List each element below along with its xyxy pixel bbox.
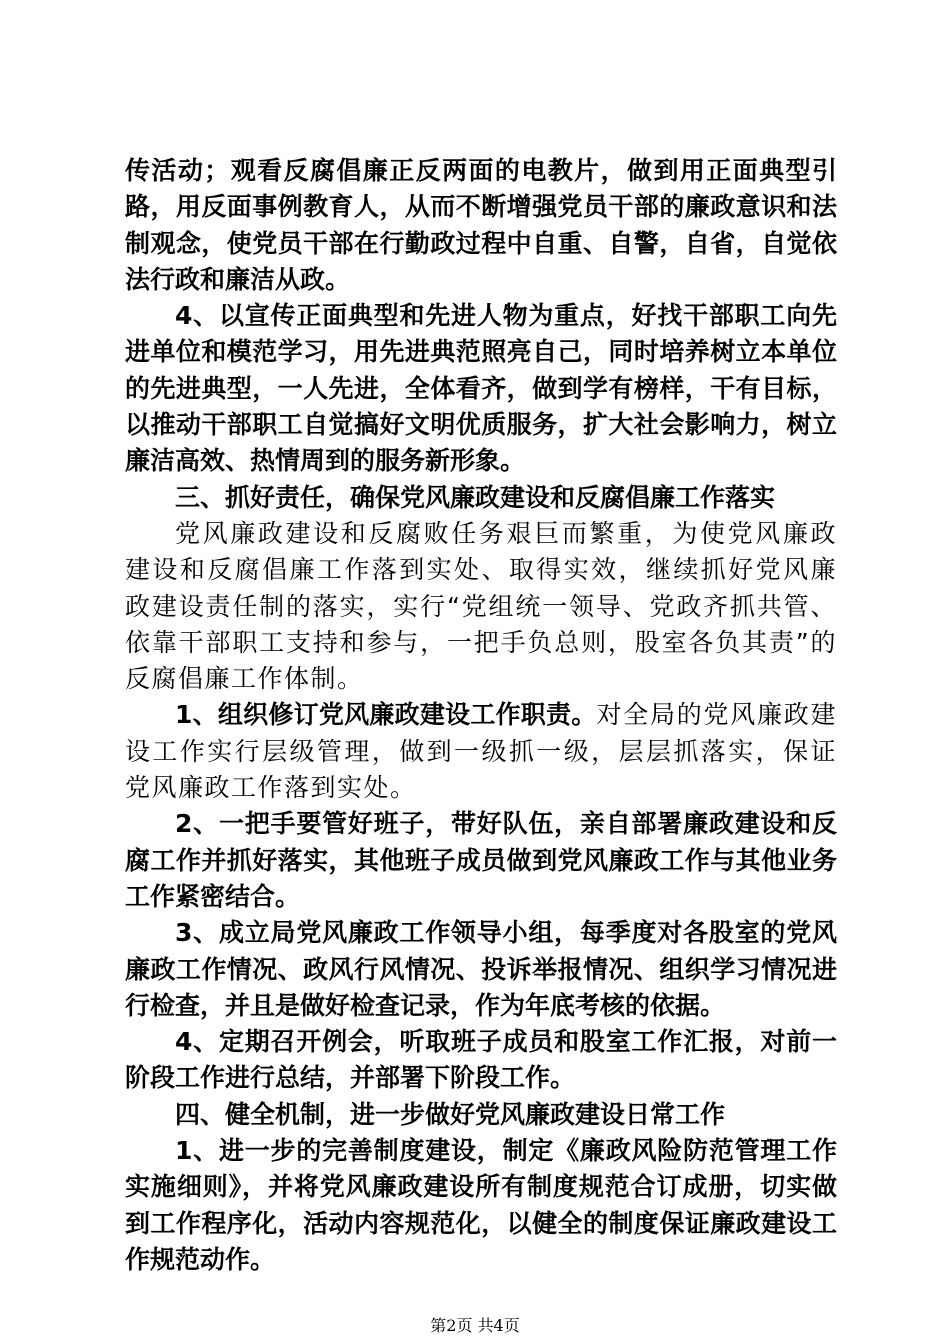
item-1-lead-text: 1、组织修订党风廉政建设工作职责。 bbox=[175, 700, 597, 730]
section-heading-3: 三、抓好责任，确保党风廉政建设和反腐倡廉工作落实 bbox=[175, 482, 776, 512]
paragraph-item-4-meetings: 4、定期召开例会，听取班子成员和股室工作汇报，对前一阶段工作进行总结，并部署下阶段工作。 bbox=[125, 1027, 837, 1093]
paragraph-continuation: 传活动；观看反腐倡廉正反两面的电教片，做到用正面典型引路，用反面事例教育人，从而不断增强党员干部的廉政意识和法制观念，使党员干部在行勤政过程中自重、自警，自省，自觉依法行政和廉洁从政。 bbox=[125, 156, 837, 294]
paragraph-item-3-leading-group: 3、成立局党风廉政工作领导小组，每季度对各股室的党风廉政工作情况、政风行风情况、投诉举报情况、组织学习情况进行检查，并且是做好检查记录，作为年底考核的依据。 bbox=[125, 918, 837, 1020]
section-heading-4: 四、健全机制，进一步做好党风廉政建设日常工作 bbox=[175, 1099, 726, 1129]
paragraph-section-3-intro: 党风廉政建设和反腐败任务艰巨而繁重，为使党风廉政建设和反腐倡廉工作落到实处、取得实效，继续抓好党风廉政建设责任制的落实，实行“党组统一领导、党政齐抓共管、依靠干部职工支持和参与，一把手负总则，股室各负其责”的反腐倡廉工作体制。 bbox=[125, 518, 837, 694]
paragraph-item-1-duties bbox=[125, 697, 837, 806]
paragraph-item-1-regulations: 1、进一步的完善制度建设，制定《廉政风险防范管理工作实施细则》，并将党风廉政建设所有制度规范合订成册，切实做到工作程序化，活动内容规范化，以健全的制度保证廉政建设工作规范动作。 bbox=[125, 1136, 837, 1274]
item-1-body-text: 对全局的党风廉政建设工作实行层级管理，做到一级抓一级，层层抓落实，保证党风廉政工作落到实处。 bbox=[125, 700, 837, 803]
paragraph-item-2-leadership: 2、一把手要管好班子，带好队伍，亲自部署廉政建设和反腐工作并抓好落实，其他班子成员做到党风廉政工作与其他业务工作紧密结合。 bbox=[125, 809, 837, 911]
paragraph-item-4-role-models: 4、以宣传正面典型和先进人物为重点，好找干部职工向先进单位和模范学习，用先进典范照亮自己，同时培养树立本单位的先进典型，一人先进，全体看齐，做到学有榜样，干有目标，以推动干部职工自觉搞好文明优质服务，扩大社会影响力，树立廉洁高效、热情周到的服务新形象。 bbox=[125, 301, 837, 476]
page-number-footer: 第2页 共4页 bbox=[430, 1316, 520, 1335]
document-body bbox=[125, 153, 837, 1278]
